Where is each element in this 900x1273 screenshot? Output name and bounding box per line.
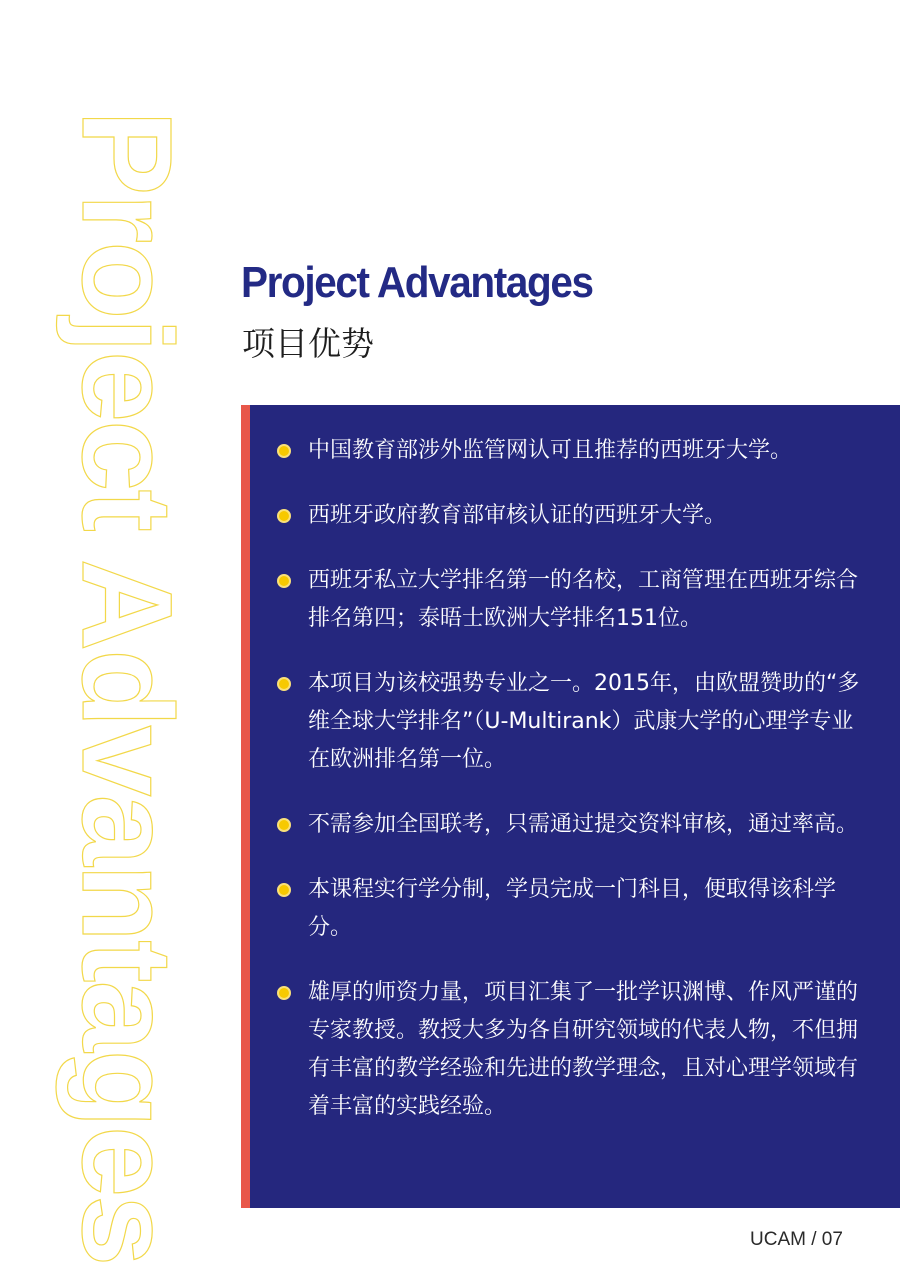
bullet-dot-icon bbox=[277, 574, 291, 588]
bullet-dot-icon bbox=[277, 677, 291, 691]
list-item bbox=[241, 497, 900, 535]
bullet-dot-icon bbox=[277, 986, 291, 1000]
page-title: Project Advantages bbox=[241, 258, 593, 307]
bullet-dot-icon bbox=[277, 509, 291, 523]
list-item-text: 西班牙政府教育部审核认证的西班牙大学。 bbox=[308, 503, 727, 528]
page-subtitle: 项目优势 bbox=[242, 324, 374, 363]
vertical-watermark-text: Project Advantages bbox=[55, 110, 198, 1265]
bullet-dot-icon bbox=[277, 818, 291, 832]
list-item bbox=[241, 665, 900, 779]
list-item bbox=[241, 432, 900, 470]
list-item bbox=[241, 871, 900, 947]
list-item bbox=[241, 806, 900, 844]
list-item-text: 西班牙私立大学排名第一的名校，工商管理在西班牙综合排名第四；泰晤士欧洲大学排名151位。 bbox=[308, 568, 859, 631]
page-number-footer: UCAM / 07 bbox=[750, 1229, 843, 1250]
bullet-dot-icon bbox=[277, 444, 291, 458]
list-item-text: 本课程实行学分制，学员完成一门科目，便取得该科学分。 bbox=[308, 877, 837, 940]
list-item-text: 雄厚的师资力量，项目汇集了一批学识渊博、作风严谨的专家教授。教授大多为各自研究领域的代表人物，不但拥有丰富的教学经验和先进的教学理念，且对心理学领域有着丰富的实践经验。 bbox=[308, 980, 859, 1119]
advantages-panel bbox=[241, 405, 900, 1208]
bullet-dot-icon bbox=[277, 883, 291, 897]
list-item bbox=[241, 974, 900, 1126]
advantages-list bbox=[241, 432, 900, 1153]
list-item-text: 中国教育部涉外监管网认可且推荐的西班牙大学。 bbox=[308, 438, 793, 463]
list-item-text: 不需参加全国联考，只需通过提交资料审核，通过率高。 bbox=[308, 812, 859, 837]
list-item bbox=[241, 562, 900, 638]
list-item-text: 本项目为该校强势专业之一。2015年，由欧盟赞助的“多维全球大学排名”（U-Multirank）武康大学的心理学专业在欧洲排名第一位。 bbox=[308, 671, 860, 772]
